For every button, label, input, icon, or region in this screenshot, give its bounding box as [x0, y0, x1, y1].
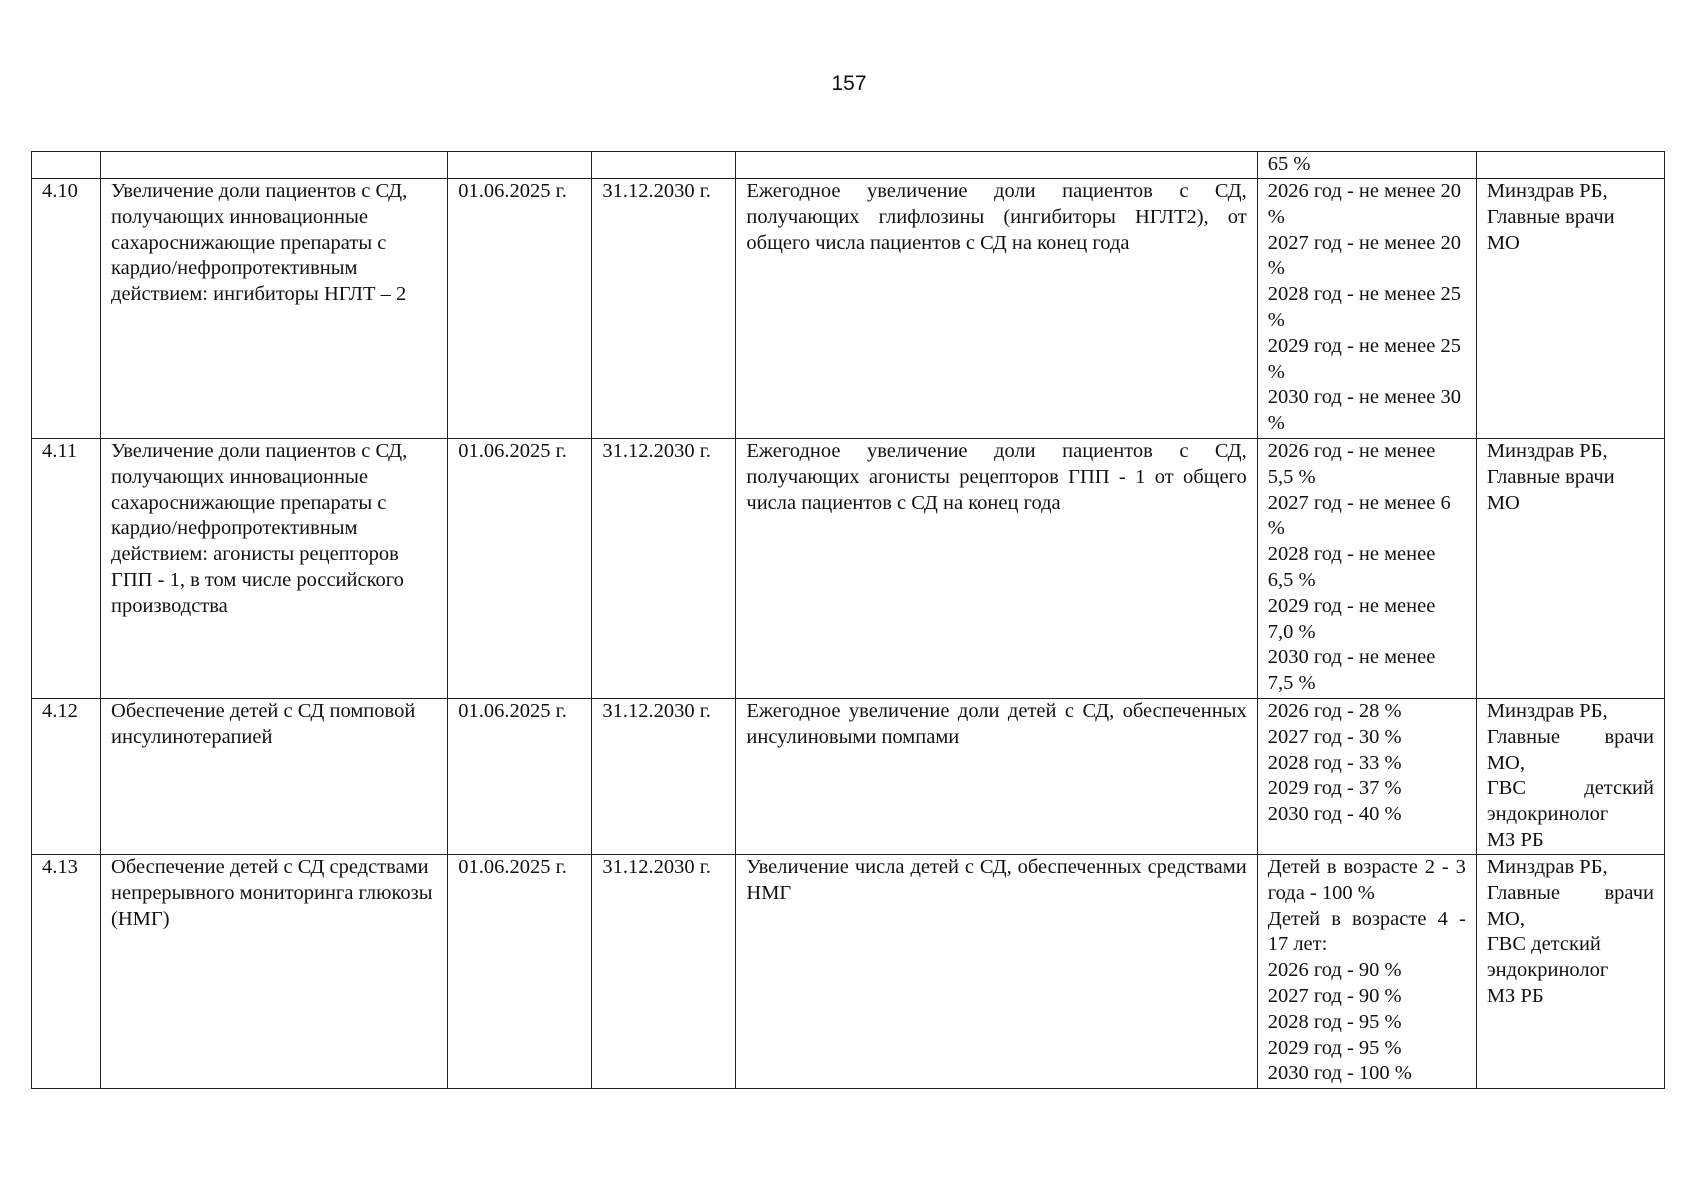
target-value: 2028 год - 95 %	[1267, 1010, 1402, 1033]
target-value: 2026 год - не менее 5,5 %	[1267, 440, 1436, 488]
target-value: 2028 год - 33 %	[1267, 751, 1402, 774]
cell-responsible	[1476, 699, 1664, 855]
responsible-line: МО	[1486, 491, 1520, 514]
target-value: 2030 год - 40 %	[1267, 803, 1402, 826]
responsible-line: Главные врачи	[1486, 725, 1654, 748]
target-value: 2029 год - не менее 25 %	[1267, 334, 1461, 383]
cell-start-date: 01.06.2025 г.	[448, 855, 592, 1089]
cell-end-date: 31.12.2030 г.	[592, 855, 736, 1089]
cell-name: Увеличение доли пациентов с СД, получающих инновационные сахароснижающие препараты с кардио/нефропротективным действием: агонисты рецепторов ГПП - 1, в том числе российского производства	[101, 439, 448, 699]
responsible-line: Минздрав РБ,	[1486, 180, 1608, 202]
cell-end-date	[592, 152, 736, 179]
cell-target-values	[1257, 152, 1476, 179]
table-row	[32, 699, 1665, 855]
target-value: 2028 год - не менее 6,5 %	[1267, 543, 1436, 591]
responsible-line: МО,	[1486, 907, 1525, 930]
table-row	[32, 439, 1665, 699]
responsible-line: Минздрав РБ,	[1486, 440, 1608, 462]
target-value: 2026 год - 90 %	[1267, 959, 1402, 982]
target-value: 2026 год - 28 %	[1267, 700, 1402, 722]
target-value: 2029 год - 95 %	[1267, 1036, 1402, 1059]
target-value: Детей в возрасте 4 - 17 лет:	[1267, 907, 1466, 956]
responsible-line: МЗ РБ	[1486, 984, 1544, 1007]
responsible-line: ГВС детский	[1486, 777, 1654, 800]
cell-name	[101, 152, 448, 179]
cell-number: 4.13	[32, 855, 101, 1089]
cell-number: 4.12	[32, 699, 101, 855]
target-value: 2027 год - 90 %	[1267, 984, 1402, 1007]
target-value: 2027 год - не менее 20 %	[1267, 231, 1461, 280]
responsible-line: МЗ РБ	[1486, 828, 1544, 851]
cell-target-values	[1257, 855, 1476, 1089]
cell-end-date: 31.12.2030 г.	[592, 699, 736, 855]
page-number: 157	[831, 72, 867, 95]
cell-name: Увеличение доли пациентов с СД, получающих инновационные сахароснижающие препараты с кардио/нефропротективным действием: ингибиторы НГЛТ – 2	[101, 179, 448, 439]
target-value: 2029 год - 37 %	[1267, 777, 1402, 800]
target-value: 2028 год - не менее 25 %	[1267, 283, 1461, 331]
target-value: 65 %	[1267, 153, 1311, 175]
cell-number: 4.11	[32, 439, 101, 699]
target-value: 2027 год - не менее 6 %	[1267, 491, 1451, 540]
action-plan-table	[31, 151, 1665, 1089]
target-value: 2030 год - не менее 30 %	[1267, 386, 1461, 435]
cell-indicator: Ежегодное увеличение доли пациентов с СД, получающих глифлозины (ингибиторы НГЛТ2), от общего числа пациентов с СД на конец года	[736, 179, 1257, 439]
cell-indicator	[736, 152, 1257, 179]
cell-indicator: Увеличение числа детей с СД, обеспеченных средствами НМГ	[736, 855, 1257, 1089]
responsible-line: эндокринолог	[1486, 803, 1609, 826]
cell-start-date: 01.06.2025 г.	[448, 439, 592, 699]
cell-start-date: 01.06.2025 г.	[448, 699, 592, 855]
cell-start-date: 01.06.2025 г.	[448, 179, 592, 439]
responsible-line: МО,	[1486, 751, 1525, 774]
responsible-line: Главные врачи	[1486, 205, 1615, 228]
cell-responsible	[1476, 179, 1664, 439]
cell-target-values	[1257, 439, 1476, 699]
cell-target-values	[1257, 179, 1476, 439]
cell-target-values	[1257, 699, 1476, 855]
responsible-line: Минздрав РБ,	[1486, 700, 1608, 722]
target-value: Детей в возрасте 2 - 3 года - 100 %	[1267, 856, 1466, 904]
target-value: 2030 год - 100 %	[1267, 1062, 1412, 1085]
responsible-line: Главные врачи	[1486, 465, 1615, 488]
target-value: 2030 год - не менее 7,5 %	[1267, 646, 1436, 695]
target-value: 2026 год - не менее 20 %	[1267, 180, 1461, 228]
cell-number: 4.10	[32, 179, 101, 439]
cell-end-date: 31.12.2030 г.	[592, 439, 736, 699]
responsible-line: ГВС детский	[1486, 933, 1601, 956]
cell-indicator: Ежегодное увеличение доли детей с СД, обеспеченных инсулиновыми помпами	[736, 699, 1257, 855]
responsible-line: МО	[1486, 231, 1520, 254]
cell-start-date	[448, 152, 592, 179]
cell-indicator: Ежегодное увеличение доли пациентов с СД, получающих агонисты рецепторов ГПП - 1 от общего числа пациентов с СД на конец года	[736, 439, 1257, 699]
cell-number	[32, 152, 101, 179]
table-row	[32, 179, 1665, 439]
cell-name: Обеспечение детей с СД помповой инсулинотерапией	[101, 699, 448, 855]
responsible-line: Главные врачи	[1486, 881, 1654, 904]
responsible-line: эндокринолог	[1486, 959, 1609, 982]
table-row-continuation	[32, 152, 1665, 179]
cell-responsible	[1476, 152, 1664, 179]
cell-responsible	[1476, 439, 1664, 699]
cell-responsible	[1476, 855, 1664, 1089]
target-value: 2027 год - 30 %	[1267, 725, 1402, 748]
cell-end-date: 31.12.2030 г.	[592, 179, 736, 439]
cell-name: Обеспечение детей с СД средствами непрерывного мониторинга глюкозы (НМГ)	[101, 855, 448, 1089]
target-value: 2029 год - не менее 7,0 %	[1267, 594, 1436, 643]
table-row	[32, 855, 1665, 1089]
responsible-line: Минздрав РБ,	[1486, 856, 1608, 878]
